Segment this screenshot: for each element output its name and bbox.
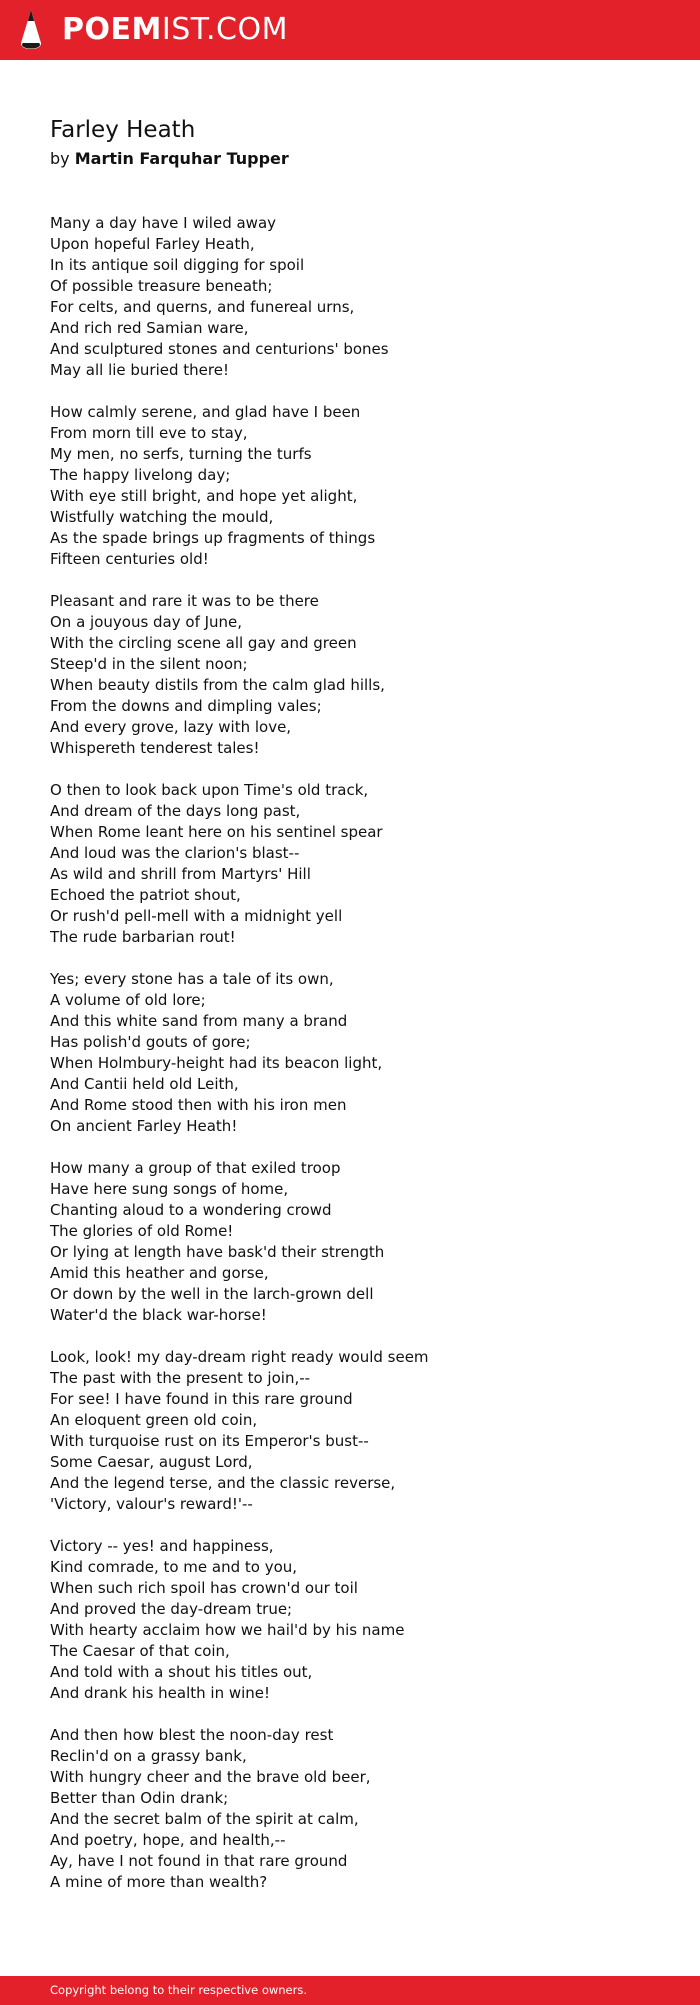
poem-line: When such rich spoil has crown'd our toil [50,1579,358,1597]
poem-line: And poetry, hope, and health,-- [50,1831,286,1849]
poem-line: The happy livelong day; [50,466,231,484]
poem-stanza [50,1536,650,1704]
poem-line: Pleasant and rare it was to be there [50,592,319,610]
poem-line: And every grove, lazy with love, [50,718,292,736]
poem-line: Whispereth tenderest tales! [50,739,260,757]
poem-byline [50,147,650,171]
poem-content [50,113,650,1914]
poem-line: When beauty distils from the calm glad hills, [50,676,385,694]
poem-line: With turquoise rust on its Emperor's bust-- [50,1432,369,1450]
site-footer [0,1976,700,2005]
poem-line: Amid this heather and gorse, [50,1264,269,1282]
poem-line: The Caesar of that coin, [50,1642,230,1660]
poem-author[interactable]: Martin Farquhar Tupper [74,149,289,168]
poem-line: How many a group of that exiled troop [50,1159,341,1177]
site-logo[interactable] [18,9,288,51]
poem-stanza [50,591,650,759]
poem-line: From morn till eve to stay, [50,424,248,442]
poem-line: In its antique soil digging for spoil [50,256,305,274]
poem-line: Chanting aloud to a wondering crowd [50,1201,332,1219]
poem-line: For see! I have found in this rare ground [50,1390,353,1408]
poem-line: Some Caesar, august Lord, [50,1453,253,1471]
poem-line: An eloquent green old coin, [50,1411,258,1429]
poem-line: With eye still bright, and hope yet alight, [50,487,358,505]
poem-line: And this white sand from many a brand [50,1012,348,1030]
poem-line: Look, look! my day-dream right ready would seem [50,1348,429,1366]
poem-line: With the circling scene all gay and green [50,634,357,652]
poem-line: When Holmbury-height had its beacon light, [50,1054,383,1072]
poem-line: Or down by the well in the larch-grown dell [50,1285,374,1303]
poem-line: O then to look back upon Time's old track, [50,781,369,799]
poem-line: And rich red Samian ware, [50,319,249,337]
poem-line: On ancient Farley Heath! [50,1117,238,1135]
brand-name-light: IST.COM [161,12,288,47]
poem-line: On a jouyous day of June, [50,613,243,631]
poem-line: How calmly serene, and glad have I been [50,403,361,421]
poem-line: 'Victory, valour's reward!'-- [50,1495,253,1513]
poem-line: Reclin'd on a grassy bank, [50,1747,247,1765]
poem-line: As the spade brings up fragments of things [50,529,376,547]
poem-line: Of possible treasure beneath; [50,277,273,295]
poem-line: And dream of the days long past, [50,802,301,820]
brand-name [62,9,288,51]
poem-stanza [50,213,650,381]
poem-line: Ay, have I not found in that rare ground [50,1852,348,1870]
poem-line: My men, no serfs, turning the turfs [50,445,312,463]
poem-line: And sculptured stones and centurions' bones [50,340,389,358]
poem-stanza [50,780,650,948]
poem-line: And drank his health in wine! [50,1684,271,1702]
poem-line: The glories of old Rome! [50,1222,234,1240]
poem-line: And the legend terse, and the classic reverse, [50,1474,396,1492]
poem-line: And told with a shout his titles out, [50,1663,313,1681]
poem-line: With hearty acclaim how we hail'd by his name [50,1621,405,1639]
poem-line: And proved the day-dream true; [50,1600,293,1618]
poem-line: As wild and shrill from Martyrs' Hill [50,865,311,883]
poem-line: For celts, and querns, and funereal urns, [50,298,355,316]
poem-line: Or lying at length have bask'd their strength [50,1243,385,1261]
poem-line: And Rome stood then with his iron men [50,1096,347,1114]
poem-line: And then how blest the noon-day rest [50,1726,334,1744]
poem-line: Many a day have I wiled away [50,214,277,232]
site-header [0,0,700,60]
poem-title: Farley Heath [50,117,196,143]
poem-line: With hungry cheer and the brave old beer, [50,1768,371,1786]
poem-line: Kind comrade, to me and to you, [50,1558,298,1576]
poem-stanza [50,969,650,1137]
poem-line: Have here sung songs of home, [50,1180,289,1198]
poem-line: Yes; every stone has a tale of its own, [50,970,334,988]
poem-stanza [50,402,650,570]
poem-line: Steep'd in the silent noon; [50,655,248,673]
poem-line: A volume of old lore; [50,991,206,1009]
poem-line: Has polish'd gouts of gore; [50,1033,251,1051]
poem-line: Water'd the black war-horse! [50,1306,267,1324]
poem-stanza [50,1347,650,1515]
copyright-notice: Copyright belong to their respective owners. [50,1983,308,1997]
poem-line: And loud was the clarion's blast-- [50,844,300,862]
poem-line: Better than Odin drank; [50,1789,229,1807]
pencil-icon [18,9,44,51]
poem-line: From the downs and dimpling vales; [50,697,322,715]
poem-body [50,213,650,1893]
poem-line: Upon hopeful Farley Heath, [50,235,255,253]
poem-line: Or rush'd pell-mell with a midnight yell [50,907,343,925]
poem-line: Victory -- yes! and happiness, [50,1537,274,1555]
poem-stanza [50,1725,650,1893]
poem-line: When Rome leant here on his sentinel spear [50,823,383,841]
poem-line: The rude barbarian rout! [50,928,236,946]
poem-line: Fifteen centuries old! [50,550,209,568]
poem-line: Wistfully watching the mould, [50,508,274,526]
poem-stanza [50,1158,650,1326]
brand-name-bold: POEM [62,12,162,47]
byline-label: by [50,149,70,168]
poem-line: And Cantii held old Leith, [50,1075,239,1093]
poem-line: Echoed the patriot shout, [50,886,241,904]
poem-line: A mine of more than wealth? [50,1873,268,1891]
poem-line: The past with the present to join,-- [50,1369,311,1387]
poem-line: And the secret balm of the spirit at calm, [50,1810,359,1828]
poem-line: May all lie buried there! [50,361,229,379]
